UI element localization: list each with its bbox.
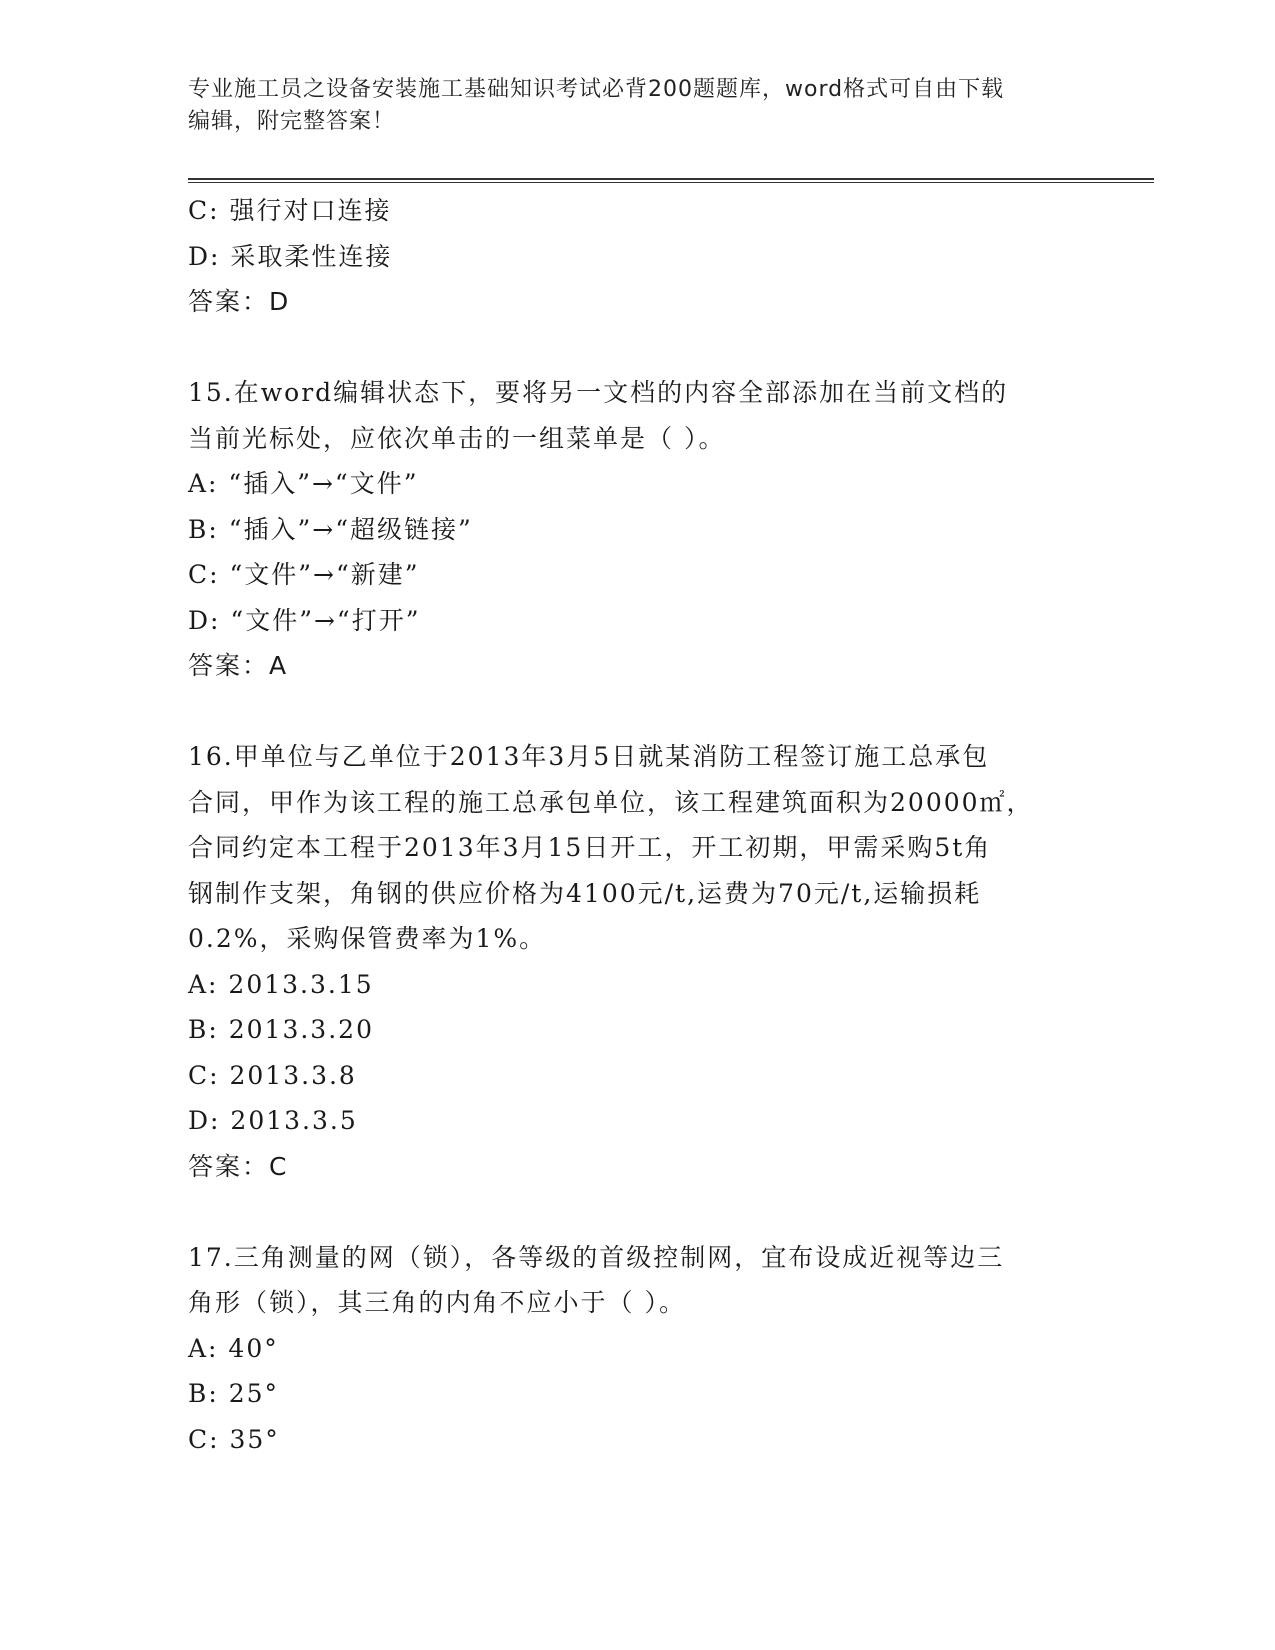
question-text-line: 当前光标处，应依次单击的一组菜单是（ ）。 (188, 423, 726, 453)
option-c: C: 35° (188, 1424, 280, 1454)
spacer (188, 325, 1068, 371)
question-text-line: 0.2%，采购保管费率为1%。 (188, 924, 547, 953)
header-title-line-2: 编辑，附完整答案！ (188, 109, 396, 134)
option-a: A: 40° (188, 1333, 279, 1363)
question-17 (188, 1235, 1068, 1463)
answer-line: 答案：C (188, 1151, 289, 1181)
header-divider (188, 178, 1154, 183)
option-b: B: “插入”→“超级链接” (188, 514, 473, 544)
question-text-line: 角形（锁），其三角的内角不应小于（ ）。 (188, 1288, 686, 1317)
option-c: C: 强行对口连接 (188, 196, 392, 225)
question-text-line: 16.甲单位与乙单位于2013年3月5日就某消防工程签订施工总承包 (188, 742, 990, 771)
option-c: C: 2013.3.8 (188, 1060, 357, 1090)
option-d: D: 2013.3.5 (188, 1106, 358, 1135)
spacer (188, 1189, 1068, 1235)
question-14 (188, 188, 1068, 325)
option-b: B: 2013.3.20 (188, 1015, 374, 1044)
option-b: B: 25° (188, 1379, 280, 1408)
question-text-line: 15.在word编辑状态下，要将另一文档的内容全部添加在当前文档的 (188, 378, 1009, 407)
header-title-line-1: 专业施工员之设备安装施工基础知识考试必背200题题库，word格式可自由下载 (188, 77, 1005, 102)
question-15 (188, 370, 1068, 689)
answer-line: 答案：A (188, 651, 289, 680)
option-d: D: 采取柔性连接 (188, 241, 393, 271)
question-text-line: 合同，甲作为该工程的施工总承包单位，该工程建筑面积为20000㎡， (188, 787, 1034, 817)
question-text-line: 钢制作支架，角钢的供应价格为4100元/t,运费为70元/t,运输损耗 (188, 878, 982, 908)
spacer (188, 689, 1068, 735)
question-text-line: 合同约定本工程于2013年3月15日开工，开工初期，甲需采购5t角 (188, 833, 992, 862)
question-text-line: 17.三角测量的网（锁），各等级的首级控制网，宜布设成近视等边三 (188, 1242, 1005, 1272)
option-c: C: “文件”→“新建” (188, 560, 420, 589)
option-a: A: 2013.3.15 (188, 969, 374, 999)
question-list (188, 188, 1068, 1462)
answer-line: 答案：D (188, 287, 291, 316)
document-header (188, 74, 1068, 138)
question-16 (188, 734, 1068, 1189)
option-d: D: “文件”→“打开” (188, 605, 421, 635)
option-a: A: “插入”→“文件” (188, 469, 419, 498)
